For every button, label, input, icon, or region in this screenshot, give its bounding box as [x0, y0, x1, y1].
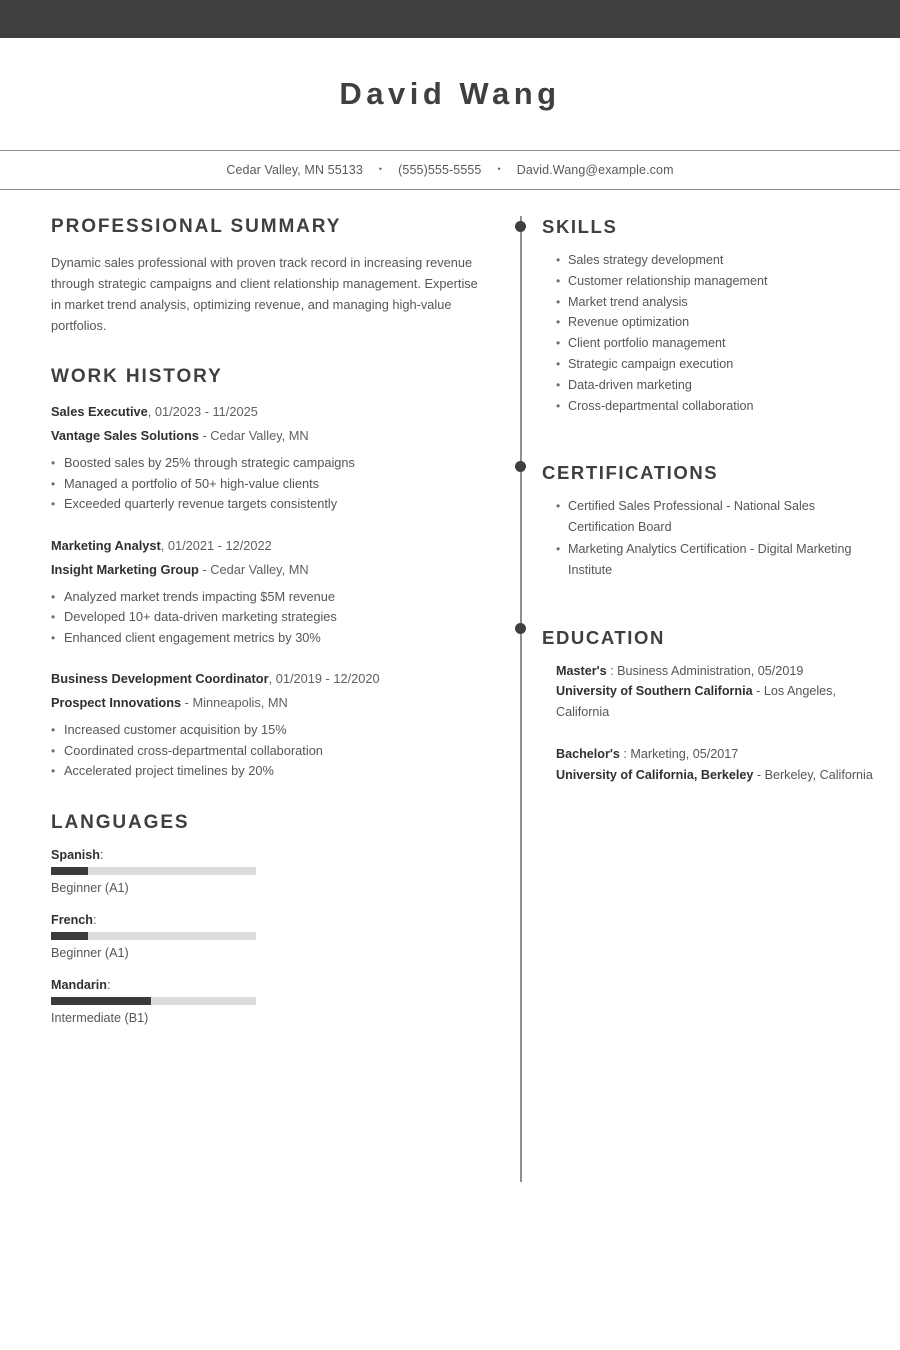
certifications-heading: CERTIFICATIONS: [542, 462, 719, 484]
job-title-line: [51, 536, 486, 556]
job-title-line: [51, 402, 486, 422]
job-company: Prospect Innovations: [51, 695, 182, 710]
name-header: [0, 38, 900, 150]
skill-item: • Data-driven marketing: [556, 375, 880, 396]
education-location: - Los Angeles, California: [556, 684, 836, 719]
skill-item: • Sales strategy development: [556, 250, 880, 271]
language-name-line: [51, 913, 276, 927]
language-grid: [51, 848, 486, 1043]
language-name: Spanish: [51, 847, 100, 862]
job-entry: [51, 402, 486, 515]
section-work-history: [51, 366, 486, 782]
job-bullet: • Boosted sales by 25% through strategic campaigns: [51, 453, 486, 474]
divider-dot-skills: [515, 221, 526, 232]
language-level: Beginner (A1): [51, 945, 129, 960]
divider-dot-certifications: [515, 461, 526, 472]
divider-dot-education: [515, 623, 526, 634]
certification-item: • Certified Sales Professional - National Sales Certification Board: [556, 496, 880, 538]
job-bullet-list: [51, 453, 486, 515]
education-degree-line: [556, 744, 880, 765]
job-company-line: [51, 426, 486, 446]
education-degree: Bachelor's: [556, 747, 620, 762]
contact-email[interactable]: David.Wang@example.com: [516, 163, 674, 177]
language-proficiency-bar: [51, 997, 256, 1005]
languages-heading: LANGUAGES: [51, 811, 190, 833]
contact-location: Cedar Valley, MN 55133: [226, 163, 363, 177]
language-item: [51, 848, 276, 895]
job-bullet: • Exceeded quarterly revenue targets consistently: [51, 494, 486, 515]
job-bullet: • Enhanced client engagement metrics by 30%: [51, 628, 486, 649]
job-company-line: [51, 693, 486, 713]
job-location: - Cedar Valley, MN: [198, 561, 309, 577]
job-bullet: • Managed a portfolio of 50+ high-value clients: [51, 474, 486, 495]
job-company: Insight Marketing Group: [51, 561, 199, 577]
job-bullet: • Developed 10+ data-driven marketing strategies: [51, 607, 486, 628]
section-professional-summary: [51, 216, 486, 336]
certifications-list: [542, 496, 880, 580]
job-bullet: • Increased customer acquisition by 15%: [51, 720, 486, 741]
language-level: Intermediate (B1): [51, 1010, 149, 1025]
right-column: [542, 216, 900, 1073]
language-proficiency-fill: [51, 867, 88, 875]
job-dates: , 01/2019 - 12/2020: [268, 671, 380, 686]
language-colon: :: [106, 977, 111, 992]
skill-item: • Client portfolio management: [556, 333, 880, 354]
language-level: Beginner (A1): [51, 880, 129, 895]
education-field: : Business Administration, 05/2019: [606, 663, 804, 678]
column-divider: [500, 216, 542, 1073]
work-history-heading: WORK HISTORY: [51, 366, 223, 387]
skill-item: • Market trend analysis: [556, 292, 880, 313]
language-name-line: [51, 978, 276, 992]
language-proficiency-fill: [51, 997, 151, 1005]
certification-item: • Marketing Analytics Certification - Digital Marketing Institute: [556, 539, 880, 581]
language-proficiency-bar: [51, 867, 256, 875]
section-education: [542, 627, 880, 786]
skills-heading: SKILLS: [542, 216, 618, 237]
language-colon: :: [100, 847, 104, 862]
education-degree: Master's: [556, 663, 607, 678]
professional-summary-heading: PROFESSIONAL SUMMARY: [51, 216, 342, 237]
skill-item: • Cross-departmental collaboration: [556, 396, 880, 417]
skill-item: • Strategic campaign execution: [556, 354, 880, 375]
language-proficiency-fill: [51, 932, 88, 940]
job-company-line: [51, 560, 486, 580]
language-proficiency-bar: [51, 932, 256, 940]
contact-line: [226, 163, 673, 177]
job-title: Sales Executive: [51, 404, 148, 419]
job-location: - Cedar Valley, MN: [198, 428, 309, 443]
professional-summary-text: Dynamic sales professional with proven track record in increasing revenue through strategic campaigns and client relationship management. Expertise in market trend analysis, optimizing revenue, and managing high-value portfolios.: [51, 255, 478, 333]
skill-item: • Revenue optimization: [556, 312, 880, 333]
job-bullet-list: [51, 720, 486, 782]
resume-body: [0, 190, 900, 1073]
contact-bar: [0, 151, 900, 189]
language-name-line: [51, 848, 276, 862]
job-location: - Minneapolis, MN: [181, 695, 288, 710]
contact-separator-icon: •: [497, 164, 501, 174]
language-name: Mandarin: [51, 977, 107, 992]
education-degree-line: [556, 661, 880, 682]
job-title: Marketing Analyst: [51, 537, 161, 553]
skills-list: [542, 250, 880, 416]
job-dates: , 01/2023 - 11/2025: [147, 404, 258, 419]
education-school: University of California, Berkeley: [556, 767, 754, 782]
page-title: David Wang: [339, 76, 561, 111]
language-name: French: [51, 912, 93, 927]
top-accent-bar: [0, 0, 900, 38]
divider-line: [520, 216, 522, 1182]
section-languages: [51, 812, 486, 1043]
education-field: : Marketing, 05/2017: [619, 747, 739, 762]
language-colon: :: [93, 912, 97, 927]
language-item: [51, 913, 276, 960]
job-entry: [51, 669, 486, 782]
job-bullet: • Analyzed market trends impacting $5M revenue: [51, 587, 486, 608]
job-bullet: • Accelerated project timelines by 20%: [51, 761, 486, 782]
education-entry: [542, 744, 880, 785]
left-column: [0, 216, 500, 1073]
education-heading: EDUCATION: [542, 626, 665, 648]
job-entry: [51, 536, 486, 649]
education-school-line: [556, 681, 880, 722]
education-location: - Berkeley, California: [753, 767, 873, 782]
contact-phone: (555)555-5555: [398, 163, 482, 177]
section-certifications: [542, 462, 880, 580]
job-title: Business Development Coordinator: [51, 671, 269, 686]
section-skills: [542, 216, 880, 416]
education-school: University of Southern California: [556, 684, 753, 699]
job-dates: , 01/2021 - 12/2022: [160, 537, 272, 553]
job-company: Vantage Sales Solutions: [51, 428, 199, 443]
job-bullet-list: [51, 587, 486, 649]
language-item: [51, 978, 276, 1025]
skill-item: • Customer relationship management: [556, 271, 880, 292]
job-title-line: [51, 669, 486, 689]
education-school-line: [556, 765, 880, 786]
education-entry: [542, 661, 880, 723]
job-bullet: • Coordinated cross-departmental collaboration: [51, 741, 486, 762]
contact-separator-icon: •: [378, 164, 383, 174]
